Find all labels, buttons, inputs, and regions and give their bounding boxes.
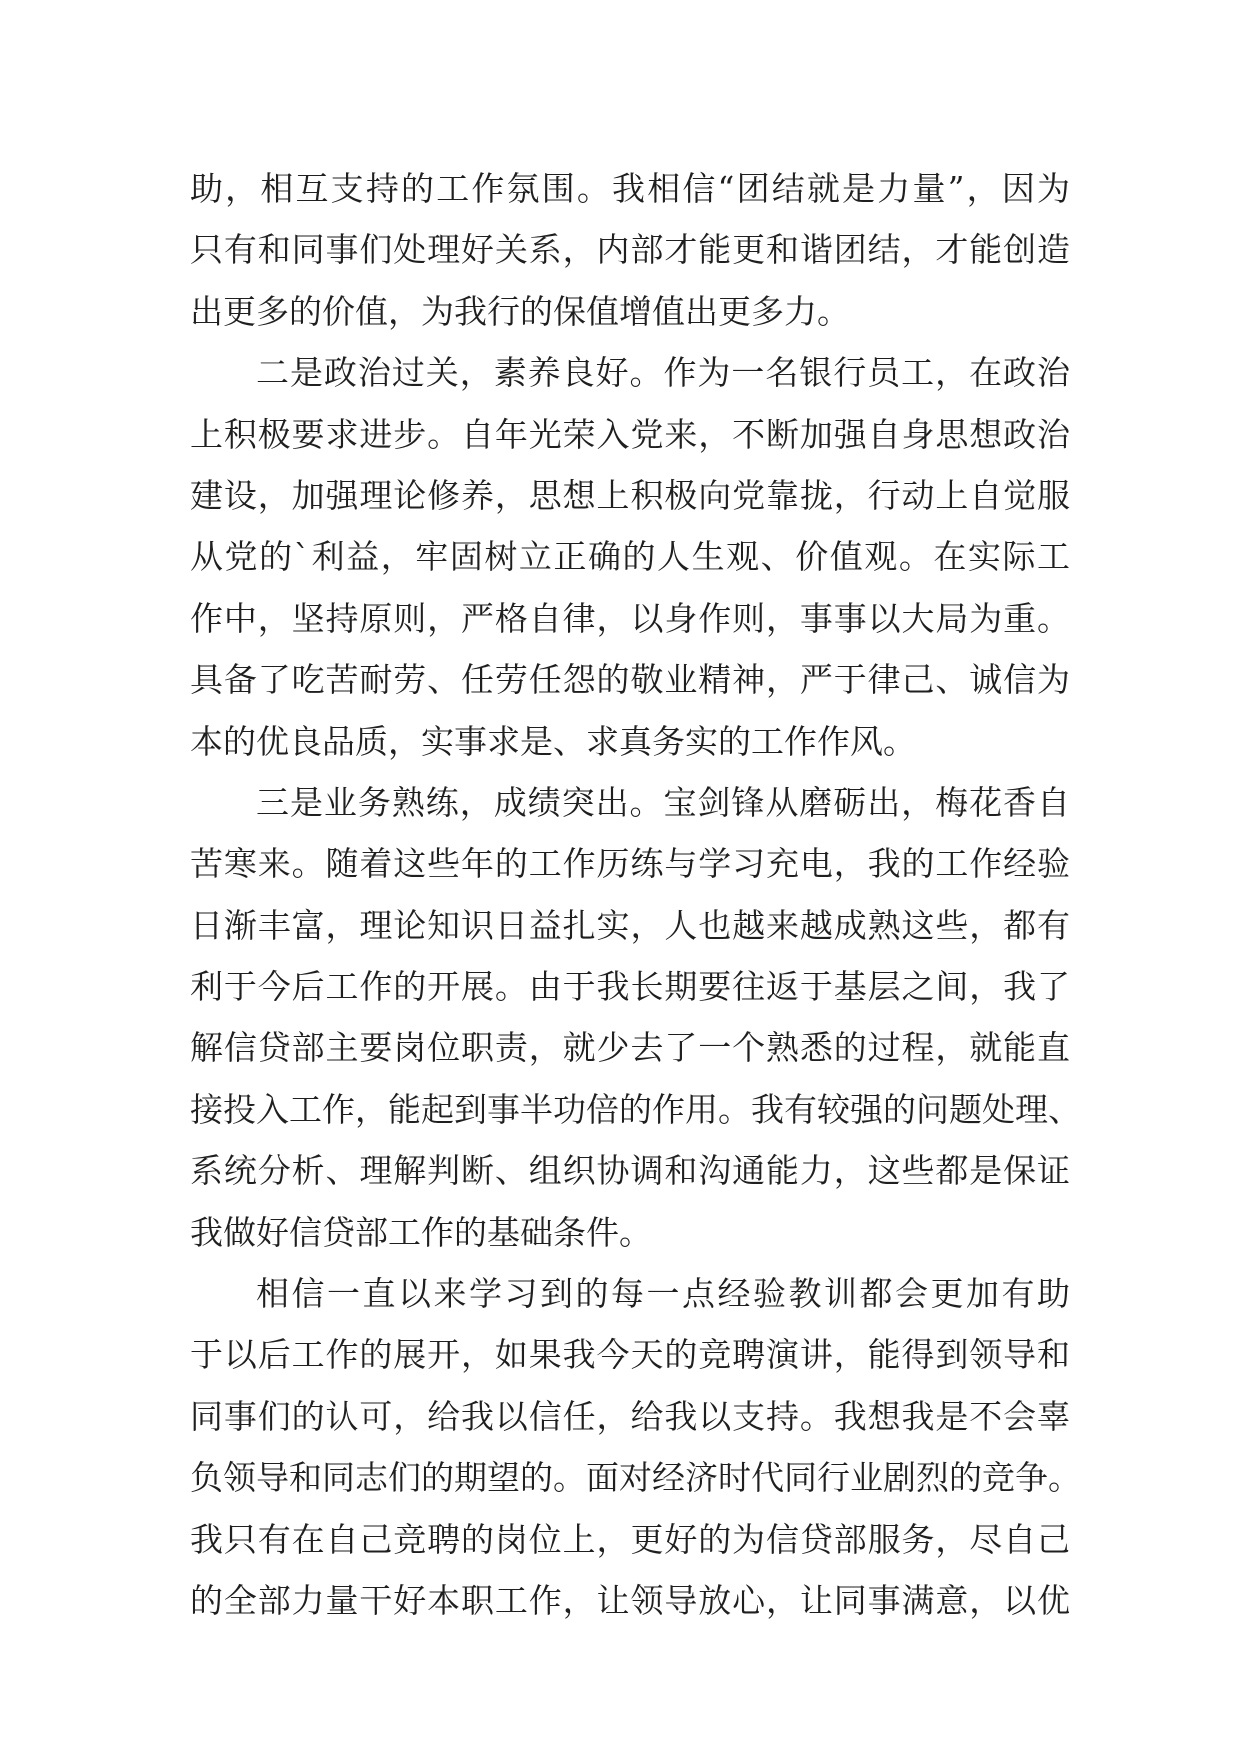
text-line: 接投入工作，能起到事半功倍的作用。我有较强的问题处理、 <box>190 1089 1081 1129</box>
text-line: 具备了吃苦耐劳、任劳任怨的敬业精神，严于律己、诚信为 <box>190 660 1070 700</box>
text-line: 作中，坚持原则，严格自律，以身作则，事事以大局为重。 <box>190 598 1070 638</box>
text-line: 同事们的认可，给我以信任，给我以支持。我想我是不会辜 <box>190 1396 1070 1436</box>
text-line: 的全部力量干好本职工作，让领导放心，让同事满意，以优 <box>190 1580 1070 1620</box>
text-line: 我只有在自己竞聘的岗位上，更好的为信贷部服务，尽自己 <box>190 1519 1070 1559</box>
text-line: 从党的`利益，牢固树立正确的人生观、价值观。在实际工 <box>190 537 1070 577</box>
text-line: 助，相互支持的工作氛围。我相信“团结就是力量”，因为 <box>190 169 1070 208</box>
text-line: 我做好信贷部工作的基础条件。 <box>190 1212 652 1252</box>
document-body <box>190 158 1081 1631</box>
text-line: 本的优良品质，实事求是、求真务实的工作作风。 <box>190 721 916 761</box>
text-line: 苦寒来。随着这些年的工作历练与学习充电，我的工作经验 <box>190 844 1070 884</box>
text-line: 二是政治过关，素养良好。作为一名银行员工，在政治 <box>256 353 1070 393</box>
text-line: 建设，加强理论修养，思想上积极向党靠拢，行动上自觉服 <box>190 475 1070 515</box>
text-line: 相信一直以来学习到的每一点经验教训都会更加有助 <box>256 1274 1070 1314</box>
text-line: 负领导和同志们的期望的。面对经济时代同行业剧烈的竞争。 <box>190 1458 1081 1498</box>
text-line: 出更多的价值，为我行的保值增值出更多力。 <box>190 291 850 331</box>
text-line: 系统分析、理解判断、组织协调和沟通能力，这些都是保证 <box>190 1151 1070 1191</box>
text-line: 于以后工作的展开，如果我今天的竞聘演讲，能得到领导和 <box>190 1335 1070 1375</box>
text-line: 日渐丰富，理论知识日益扎实，人也越来越成熟这些，都有 <box>190 905 1070 945</box>
text-line: 利于今后工作的开展。由于我长期要往返于基层之间，我了 <box>190 967 1070 1007</box>
text-line: 三是业务熟练，成绩突出。宝剑锋从磨砺出，梅花香自 <box>256 782 1070 822</box>
text-line: 上积极要求进步。自年光荣入党来，不断加强自身思想政治 <box>190 414 1070 454</box>
text-line: 只有和同事们处理好关系，内部才能更和谐团结，才能创造 <box>190 230 1070 270</box>
text-line: 解信贷部主要岗位职责，就少去了一个熟悉的过程，就能直 <box>190 1028 1070 1068</box>
